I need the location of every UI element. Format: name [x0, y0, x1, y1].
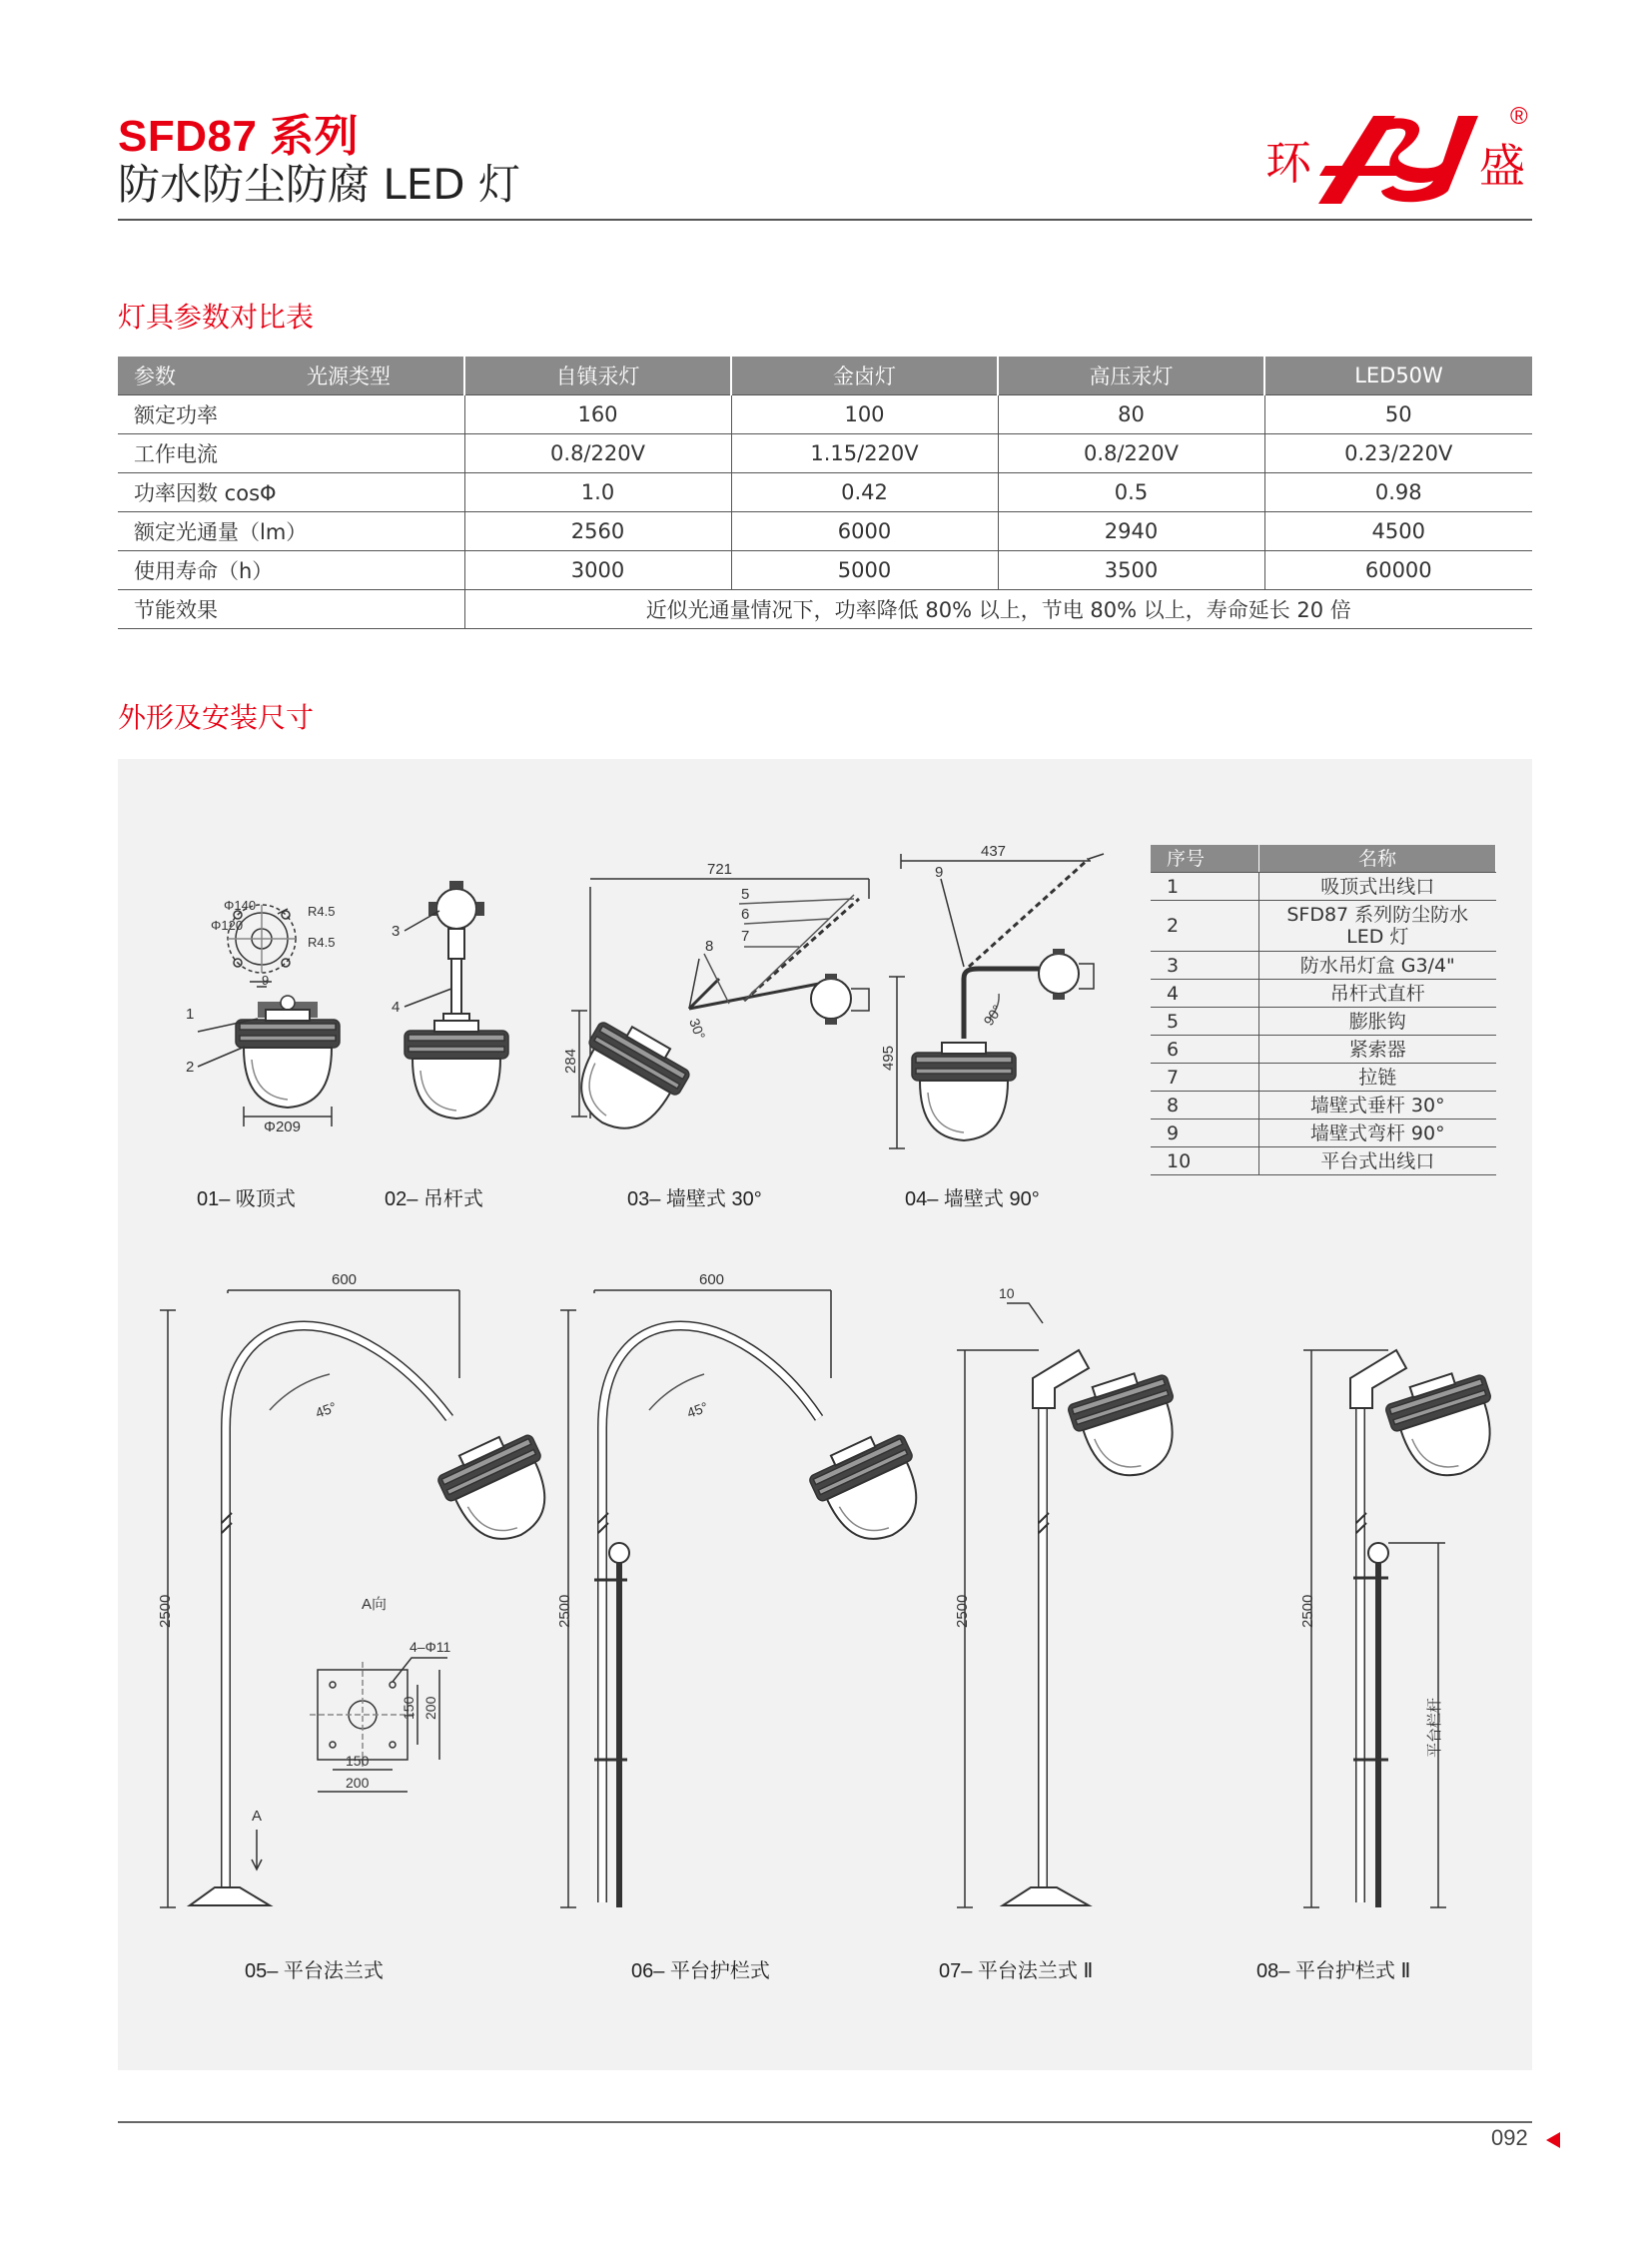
lamp-head	[912, 1043, 1016, 1140]
header-col: 自镇汞灯	[464, 357, 731, 395]
product-title: 防水防尘防腐 LED 灯	[118, 160, 520, 209]
callout: 8	[705, 938, 714, 955]
callout: 5	[741, 886, 750, 903]
lamp-head	[432, 1424, 568, 1557]
series-title: SFD87 系列	[118, 112, 360, 161]
legend-row	[1151, 901, 1496, 952]
row-label: 节能效果	[118, 590, 464, 629]
dim-label: 200	[422, 1696, 438, 1720]
lamp-head	[1064, 1364, 1193, 1489]
legend-row	[1151, 952, 1496, 980]
dim-label: 600	[699, 1271, 725, 1288]
page-number: 092	[1491, 2125, 1528, 2150]
dim-label: 45°	[684, 1398, 710, 1421]
legend-no: 8	[1151, 1092, 1259, 1120]
cell: 3000	[464, 551, 731, 590]
cell: 3500	[998, 551, 1264, 590]
legend-header-name: 名称	[1259, 845, 1496, 873]
caption-03: 03– 墙壁式 30°	[627, 1188, 762, 1210]
dim-label: 2500	[954, 1594, 971, 1628]
legend-row	[1151, 1147, 1496, 1175]
brand-right-char: 盛	[1479, 140, 1525, 192]
drawing-02-pendant	[392, 881, 508, 1119]
dim-label: 平台栏杆	[1426, 1697, 1443, 1758]
cell: 2940	[998, 512, 1264, 551]
caption-06: 06– 平台护栏式	[631, 1960, 770, 1982]
dim-label: R4.5	[308, 904, 336, 919]
cell: 0.5	[998, 473, 1264, 512]
drawing-01-ceiling	[186, 898, 340, 1135]
legend-row	[1151, 873, 1496, 901]
header-light-type: 光源类型	[291, 357, 464, 395]
cell: 1.15/220V	[731, 434, 998, 473]
legend-name: 吊杆式直杆	[1259, 980, 1496, 1008]
drawing-05-platform-flange	[157, 1271, 567, 1907]
dim-label: 2500	[1299, 1594, 1316, 1628]
dim-label: 437	[981, 843, 1007, 860]
legend-name: 墙壁式弯杆 90°	[1259, 1120, 1496, 1147]
cell: 4500	[1264, 512, 1532, 551]
section-title-dimensions: 外形及安装尺寸	[118, 701, 315, 734]
row-label: 额定功率	[118, 395, 464, 434]
cell: 0.8/220V	[464, 434, 731, 473]
row-label: 工作电流	[118, 434, 464, 473]
legend-row	[1151, 1064, 1496, 1092]
row-label: 使用寿命（h）	[118, 551, 464, 590]
drawing-08-platform-rail-2	[1299, 1350, 1510, 1907]
legend-name: 平台式出线口	[1259, 1147, 1496, 1175]
header-param: 参数	[118, 357, 291, 395]
legend-row	[1151, 1036, 1496, 1064]
caption-04: 04– 墙壁式 90°	[905, 1188, 1040, 1210]
dim-label: 2500	[556, 1594, 573, 1628]
cell: 0.23/220V	[1264, 434, 1532, 473]
dim-label: A向	[362, 1596, 388, 1613]
legend-no: 10	[1151, 1147, 1259, 1175]
dim-label: 30°	[686, 1016, 709, 1042]
callout: 1	[186, 1006, 195, 1023]
cell: 0.8/220V	[998, 434, 1264, 473]
dim-label: 90°	[980, 1002, 1006, 1029]
row-label: 额定光通量（lm）	[118, 512, 464, 551]
parts-legend-table	[1151, 845, 1496, 1175]
dim-label: 150	[346, 1753, 370, 1769]
drawing-04-wall90	[880, 843, 1104, 1148]
cell: 5000	[731, 551, 998, 590]
dim-label: 4–Φ11	[410, 1639, 451, 1655]
legend-name: 膨胀钩	[1259, 1008, 1496, 1036]
dim-label: 2500	[157, 1594, 174, 1628]
legend-no: 6	[1151, 1036, 1259, 1064]
registered-mark: ®	[1510, 103, 1528, 130]
header-col: 高压汞灯	[998, 357, 1264, 395]
legend-row	[1151, 1120, 1496, 1147]
callout: 9	[935, 864, 944, 881]
cell: 2560	[464, 512, 731, 551]
page-arrow-icon	[1546, 2132, 1560, 2148]
dim-label: 200	[346, 1775, 370, 1791]
header-col: 金卤灯	[731, 357, 998, 395]
legend-row	[1151, 1008, 1496, 1036]
brand-left-char: 环	[1265, 137, 1311, 189]
section-title-params: 灯具参数对比表	[118, 301, 315, 334]
legend-name-line2: LED 灯	[1346, 926, 1409, 948]
callout: 2	[186, 1059, 195, 1076]
legend-header	[1151, 845, 1496, 873]
dim-label: 721	[707, 861, 733, 878]
header-col: LED50W	[1264, 357, 1532, 395]
legend-name-line1: SFD87 系列防尘防水	[1286, 904, 1469, 926]
legend-name: 吸顶式出线口	[1259, 873, 1496, 901]
row-label: 功率因数 cosΦ	[118, 473, 464, 512]
legend-name: 紧索器	[1259, 1036, 1496, 1064]
energy-cell: 近似光通量情况下，功率降低 80% 以上，节电 80% 以上，寿命延长 20 倍	[464, 590, 1532, 629]
legend-row	[1151, 1092, 1496, 1120]
cell: 0.42	[731, 473, 998, 512]
caption-02: 02– 吊杆式	[385, 1188, 483, 1210]
legend-row	[1151, 980, 1496, 1008]
callout: 4	[392, 999, 401, 1016]
drawing-07-platform-flange-2	[954, 1285, 1193, 1907]
dim-label: 284	[562, 1048, 579, 1074]
legend-header-no: 序号	[1151, 845, 1259, 873]
dim-label: 45°	[313, 1398, 339, 1421]
lamp-head	[236, 1010, 340, 1108]
legend-no: 5	[1151, 1008, 1259, 1036]
footer-rule	[118, 2121, 1532, 2123]
dim-label: 150	[401, 1696, 416, 1720]
cell: 1.0	[464, 473, 731, 512]
dim-label: Φ140	[224, 898, 257, 913]
legend-name: 拉链	[1259, 1064, 1496, 1092]
caption-05: 05– 平台法兰式	[245, 1960, 384, 1982]
dim-label: Φ209	[264, 1119, 301, 1135]
dim-label: 495	[880, 1045, 897, 1071]
callout: 6	[741, 906, 750, 923]
dim-label: Φ120	[211, 918, 244, 933]
cell: 0.98	[1264, 473, 1532, 512]
cell: 80	[998, 395, 1264, 434]
legend-no: 7	[1151, 1064, 1259, 1092]
drawing-06-platform-rail	[556, 1271, 939, 1907]
caption-01: 01– 吸顶式	[197, 1188, 296, 1210]
cell: 6000	[731, 512, 998, 551]
lamp-head	[405, 1021, 508, 1119]
drawing-03-wall30	[557, 861, 869, 1148]
cell: 160	[464, 395, 731, 434]
dim-label: 9	[262, 973, 270, 988]
callout: 3	[392, 923, 401, 940]
legend-name: 墙壁式垂杆 30°	[1259, 1092, 1496, 1120]
dim-label: R4.5	[308, 935, 336, 950]
legend-no: 9	[1151, 1120, 1259, 1147]
legend-no: 2	[1151, 901, 1259, 952]
lamp-head	[804, 1424, 940, 1557]
legend-name: 防水吊灯盒 G3/4"	[1259, 952, 1496, 980]
legend-no: 3	[1151, 952, 1259, 980]
lamp-head	[1381, 1364, 1510, 1489]
cell: 50	[1264, 395, 1532, 434]
cell: 60000	[1264, 551, 1532, 590]
dim-label: A	[252, 1808, 263, 1825]
callout: 10	[999, 1285, 1015, 1301]
callout: 7	[741, 928, 750, 945]
lamp-head	[557, 1012, 696, 1148]
caption-07: 07– 平台法兰式 Ⅱ	[939, 1960, 1094, 1982]
legend-no: 1	[1151, 873, 1259, 901]
cell: 100	[731, 395, 998, 434]
dim-label: 600	[332, 1271, 358, 1288]
legend-no: 4	[1151, 980, 1259, 1008]
caption-08: 08– 平台护栏式 Ⅱ	[1256, 1960, 1411, 1982]
legend-name	[1259, 901, 1496, 952]
